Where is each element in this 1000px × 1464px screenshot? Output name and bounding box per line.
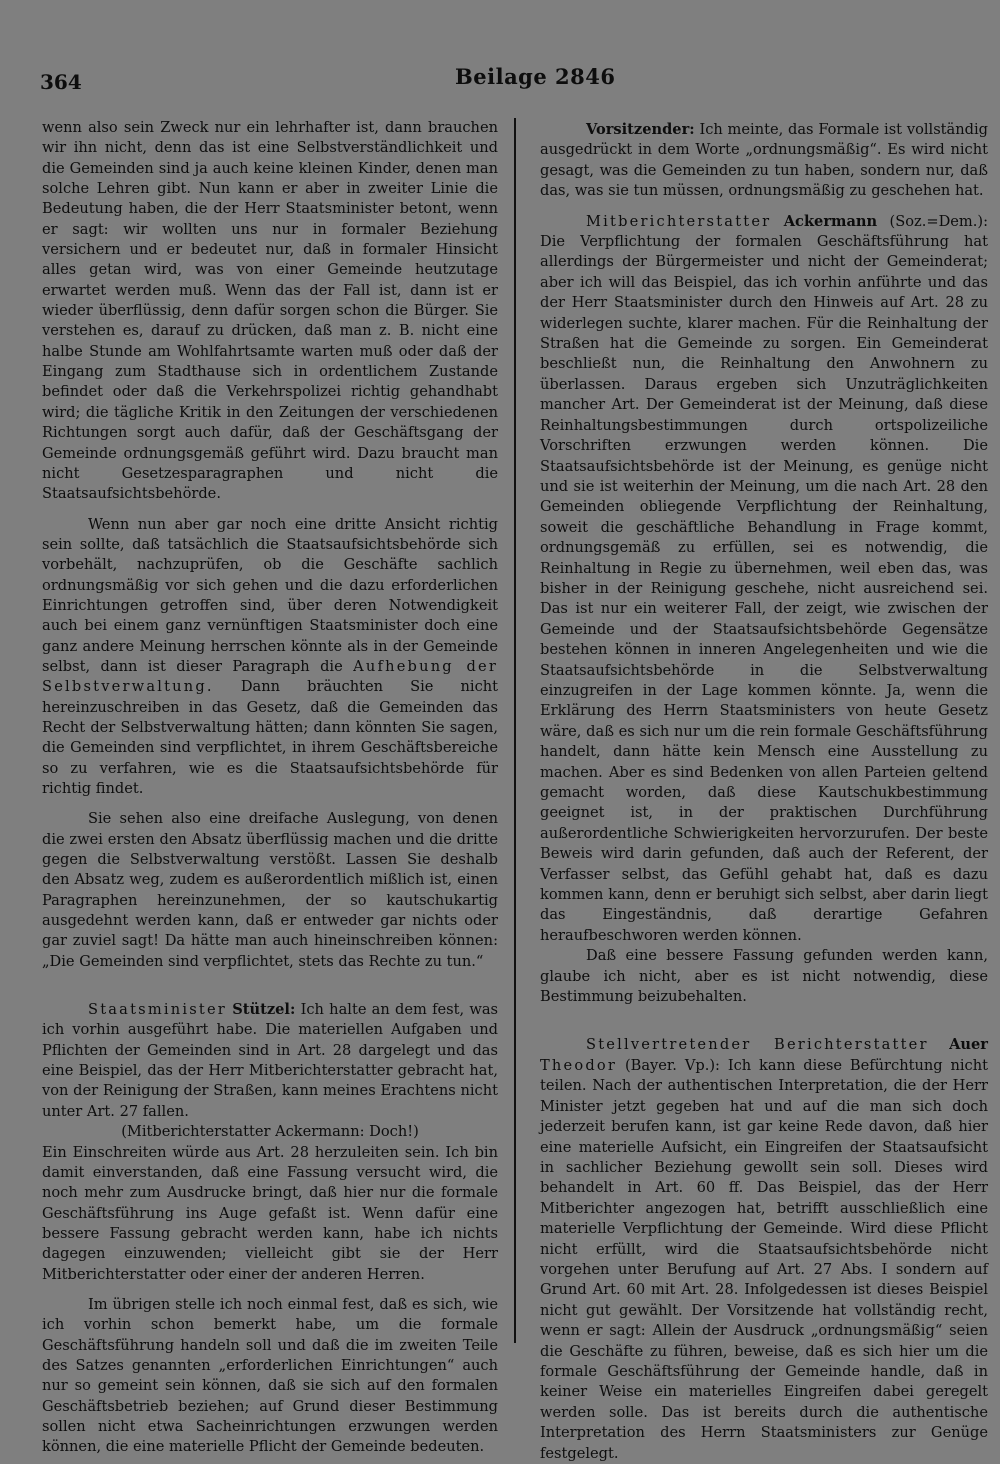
speaker-name: Vorsitzender: (586, 121, 695, 138)
interjection: (Mitberichterstatter Ackermann: Doch!) (121, 1123, 419, 1141)
speaker-role: Mitberichterstatter (586, 212, 772, 230)
paragraph: Daß eine bessere Fassung gefunden werden kann, glaube ich nicht, aber es ist nicht notwendig, diese Bestimmung beizubehalten. (540, 947, 988, 1006)
paragraph (42, 515, 498, 800)
speech-text: Die Verpflichtung der formalen Geschäftsführung hat allerdings der Bürgermeister und nicht der Gemeinderat; aber ich will das Beispiel, das ich vorhin anführte und das der Herr Staatsminister durch den Hinweis auf Art. 28 zu widerlegen suchte, klarer machen. Für die Reinhaltung der Straßen hat die Gemeinde zu sorgen. Ein Gemeinderat beschließt nun, die Reinhaltung den Anwohnern zu überlassen. Daraus ergeben sich Unzuträglichkeiten mancher Art. Der Gemeinderat ist der Meinung, daß diese Reinhaltungsbestimmungen durch ortspolizeiliche Vorschriften erzwungen werden können. Die Staatsaufsichtsbehörde ist der Meinung, es genüge nicht und sie ist weiterhin der Meinung, um die nach Art. 28 den Gemeinden obliegende Verpflichtung der Reinhaltung, soweit die geschäftliche Behandlung in Frage kommt, ordnungsgemäß zu erfüllen, sei es notwendig, die Reinhaltung in Regie zu übernehmen, weil eben das, was bisher in der Reinigung geschehe, nicht ausreichend sei. Das ist nur ein weiterer Fall, der zeigt, wie zwischen der Gemeinde und der Staatsaufsichtsbehörde Gegensätze bestehen können in inneren Angelegenheiten und wie die Staatsaufsichtsbehörde in die Selbstverwaltung einzugreifen in der Lage kommen könnte. Ja, wenn die Erklärung des Herrn Staatsministers von heute Gesetz wäre, daß es sich nur um die rein formale Geschäftsführung handelt, dann hätte kein Mensch eine Ausstellung zu machen. Aber es sind Bedenken von allen Parteien geltend gemacht worden, daß diese Kautschukbestimmung geeignet ist, in der praktischen Durchführung außerordentliche Schwierigkeiten hervorzurufen. Der beste Beweis wird darin gefunden, daß auch der Referent, der Verfasser selbst, das Gefühl gehabt hat, daß es dazu kommen kann, denn er beruhigt sich selbst, aber darin liegt das Eingeständnis, daß derartige Gefahren heraufbeschworen werden können. (540, 233, 988, 944)
speech-text: Ich meinte, das Formale ist vollständig ausgedrückt in dem Worte „ordnungsmäßig“. Es wird nicht gesagt, was die Gemeinden zu tun haben, sondern nur, daß das, was sie tun müssen, ordnungsmäßig zu geschehen hat. (540, 121, 988, 200)
speaker-role: Stellvertretender Berichterstatter (586, 1036, 929, 1054)
speaker-first-name: Theodor (540, 1056, 618, 1074)
speech-paragraph (42, 1000, 498, 1122)
paragraph: Sie sehen also eine dreifache Auslegung, von denen die zwei ersten den Absatz überflüssig machen und die dritte gegen die Selbstverwaltung verstößt. Lassen Sie deshalb den Absatz weg, zudem es außerordentlich mißlich ist, einen Paragraphen hereinzunehmen, der so kautschukartig ausgedehnt werden kann, daß er entweder gar nichts oder gar zuviel sagt! Da hätte man auch hineinschreiben können: „Die Gemeinden sind verpflichtet, stets das Rechte zu tun.“ (42, 810, 498, 970)
emphasized-text: Aufhebung der Selbstverwaltung. (42, 657, 498, 696)
speaker-name: Stützel: (232, 1001, 296, 1019)
speaker-party: (Soz.=Dem.): (889, 212, 989, 230)
speech-paragraph (540, 212, 988, 947)
running-head: Beilage 2846 (455, 64, 616, 89)
paragraph: wenn also sein Zweck nur ein lehrhafter ist, dann brauchen wir ihn nicht, denn das ist eine Selbstverständlichkeit und die Gemeinden sind ja auch keine kleinen Kinder, denen man solche Lehren gibt. Nun kann er aber in zweiter Linie die Bedeutung haben, die der Herr Staatsminister betont, wenn er sagt: wir wollten uns nur in formaler Beziehung versichern und er bedeutet nur, daß in formaler Hinsicht alles getan wird, was von einer Gemeinde heutzutage erwartet werden muß. Wenn das der Fall ist, dann ist er wieder überflüssig, denn dafür sorgen schon die Bürger. Sie verstehen es, darauf zu drücken, daß man z. B. nicht eine halbe Stunde am Wohlfahrtsamte warten muß oder daß der Eingang zum Stadthause sich in ordentlichem Zustande befindet oder daß die Verkehrspolizei richtig gehandhabt wird; die tägliche Kritik in den Zeitungen der verschiedenen Richtungen sorgt auch dafür, daß der Geschäftsgang der Gemeinde ordnungsgemäß geführt wird. Dazu braucht man nicht Gesetzesparagraphen und nicht die Staatsaufsichtsbehörde. (42, 119, 498, 503)
speaker-party: (Bayer. Vp.): (624, 1056, 720, 1074)
speech-text: Ich halte an dem fest, was ich vorhin ausgeführt habe. Die materiellen Aufgaben und Pflichten der Gemeinden sind in Art. 28 dargelegt und das eine Beispiel, das der Herr Mitberichterstatter gebracht hat, von der Reinigung der Straßen, kann meines Erachtens nicht unter Art. 27 fallen. (42, 1001, 499, 1120)
column-divider (514, 118, 516, 1343)
speech-paragraph (540, 1035, 988, 1464)
speaker-name: Auer (949, 1036, 988, 1054)
page-number: 364 (40, 70, 82, 94)
speaker-role: Staatsminister (88, 1001, 227, 1019)
right-column (540, 120, 988, 1464)
paragraph: Im übrigen stelle ich noch einmal fest, daß es sich, wie ich vorhin schon bemerkt habe, um die formale Geschäftsführung handeln soll und daß die im zweiten Teile des Satzes genannten „erforderlichen Einrichtungen“ auch nur so gemeint sein können, daß sie sich auf den formalen Geschäftsbetrieb beziehen; auf Grund dieser Bestimmung sollen nicht etwa Sacheinrichtungen erzwungen werden können, die eine materielle Pflicht der Gemeinde bedeuten. (42, 1295, 498, 1456)
speaker-name: Ackermann (783, 212, 878, 230)
paragraph: Ein Einschreiten würde aus Art. 28 herzuleiten sein. Ich bin damit einverstanden, daß eine Fassung versucht wird, die noch mehr zum Ausdrucke bringt, daß hier nur die formale Geschäftsführung ins Auge gefaßt ist. Wenn dafür eine bessere Fassung gebracht werden kann, habe ich nichts dagegen einzuwenden; vielleicht gibt sie der Herr Mitberichterstatter oder einer der anderen Herren. (42, 1143, 498, 1283)
speech-text: Ich kann diese Befürchtung nicht teilen. Nach der authentischen Interpretation, die der Herr Minister jetzt gegeben hat und auf die man sich doch jederzeit berufen kann, ist gar keine Rede davon, daß hier eine materielle Aufsicht, ein Eingreifen der Staatsaufsicht in sachlicher Beziehung gewollt sein soll. Dieses wird behandelt in Art. 60 ff. Das Beispiel, das der Herr Mitberichter angezogen hat, betrifft ausschließlich eine materielle Verpflichtung der Gemeinde. Wird diese Pflicht nicht erfüllt, wird die Staatsaufsichtsbehörde nicht vorgehen unter Berufung auf Art. 27 Abs. I sondern auf Grund Art. 60 mit Art. 28. Infolgedessen ist dieses Beispiel nicht gut gewählt. Der Vorsitzende hat vollständig recht, wenn er sagt: Allein der Ausdruck „ordnungsmäßig“ seien die Geschäfte zu führen, beweise, daß es sich hier um die formale Geschäftsführung der Gemeinde handle, daß in keiner Weise ein materielles Eingreifen dabei geregelt werden solle. Das ist bereits durch die authentische Interpretation des Herrn Staatsministers zur Genüge festgelegt. (540, 1056, 988, 1462)
paragraph-text: Wenn nun aber gar noch eine dritte Ansicht richtig sein sollte, daß tatsächlich die Staatsaufsichtsbehörde sich vorbehält, nachzuprüfen, ob die Geschäfte sachlich ordnungsmäßig vor sich gehen und die dazu erforderlichen Einrichtungen getroffen sind, über deren Notwendigkeit auch bei einem ganz vernünftigen Staatsminister doch eine ganz andere Meinung herrschen könnte als in der Gemeinde selbst, dann ist dieser Paragraph die (42, 515, 498, 675)
left-column (42, 118, 498, 1458)
speech-paragraph (540, 120, 988, 202)
paragraph-text: Dann bräuchten Sie nicht hereinzuschreiben in das Gesetz, daß die Gemeinden das Recht der Selbstverwaltung hätten; dann könnten Sie sagen, die Gemeinden sind verpflichtet, in ihrem Geschäftsbereiche so zu verfahren, wie es die Staatsaufsichtsbehörde für richtig findet. (42, 678, 499, 797)
